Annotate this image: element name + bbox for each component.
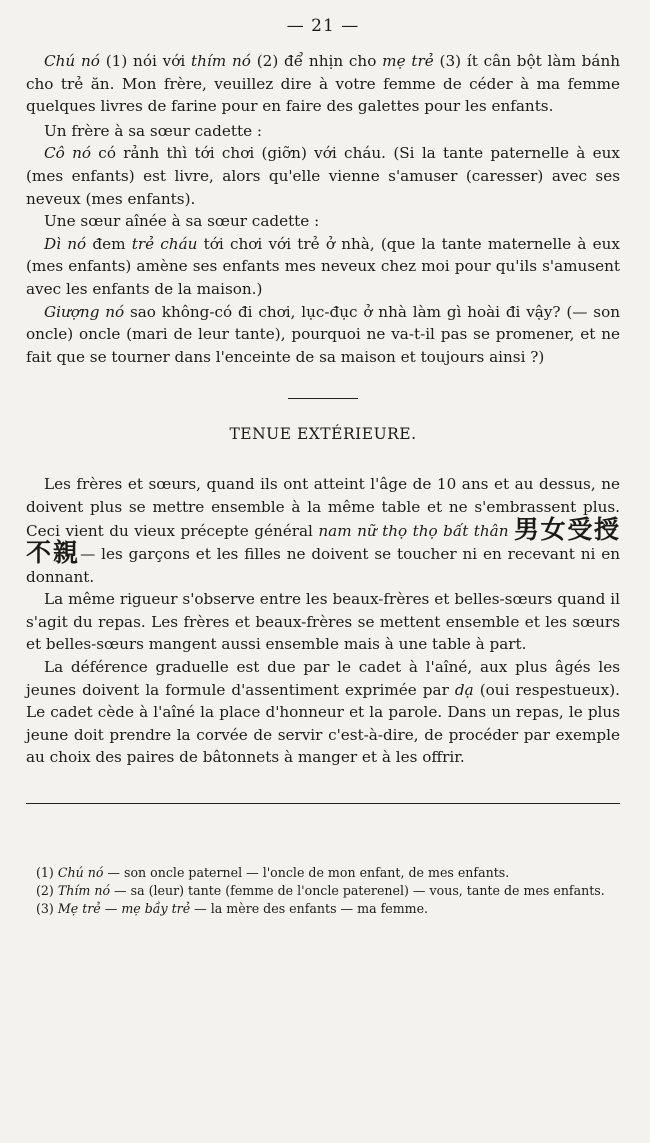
section-body: [26, 473, 620, 769]
paragraph-intro-sister: Une sœur aînée à sa sœur cadette :: [44, 212, 320, 231]
vietnamese-term: thím nó: [191, 52, 251, 70]
paragraph-deference: La déférence graduelle est due par le cadet à l'aîné, aux plus âgés les jeunes doivent la formule d'assentiment exprimée par dạ (oui respestueux). Le cadet cède à l'aîné la place d'honneur et la parole. Dans un repas, le plus jeune doit prendre la corvée de servir c'est-à-dire, de procéder par exemple au choix des paires de bâtonnets à manger et à les offrir.: [26, 658, 620, 767]
chinese-characters: 男女受授不親: [26, 514, 620, 568]
page-number: — 21 —: [286, 16, 360, 36]
paragraph-siblings: Les frères et sœurs, quand ils ont atteint l'âge de 10 ans et au dessus, ne doivent plus se mettre ensemble à la même table et ne s'embrassent plus. Ceci vient du vieux précepte général nam nữ thọ thọ bất thân 男女受授不親— les garçons et les filles ne doivent se toucher ni en recevant ni en donnant.: [26, 475, 620, 586]
vietnamese-term: trẻ cháu: [131, 234, 198, 253]
vietnamese-term: Giượng nó: [44, 302, 125, 321]
vietnamese-term: Chú nó: [44, 52, 100, 70]
section-divider: [288, 398, 358, 399]
dialogue-examples: [26, 50, 620, 368]
paragraph-in-laws: La même rigueur s'observe entre les beaux-frères et belles-sœurs quand il s'agit du repas. Les frères et beaux-frères se mettent ensemble et les sœurs et belles-sœurs mangent aussi ensemble mais à une table à part.: [26, 590, 620, 654]
footnotes: [26, 864, 620, 918]
footnote-divider: [26, 803, 620, 804]
vietnamese-term: Dì nó: [44, 234, 87, 253]
paragraph-aunt-paternal: Cô nó có rảnh thì tới chơi (giỡn) với cháu. (Si la tante paternelle à eux (mes enfants) est livre, alors qu'elle vienne s'amuser (caresser) avec ses neveux (mes enfants).: [26, 144, 620, 208]
paragraph-uncle: Chú nó (1) nói với thím nó (2) để nhịn cho mẹ trẻ (3) ít cân bột làm bánh cho trẻ ăn. Mon frère, veuillez dire à votre femme de céder à ma femme quelques livres de farine pour en faire des galettes pour les enfants.: [26, 52, 621, 116]
paragraph-intro-brother: Un frère à sa sœur cadette :: [44, 121, 263, 140]
vietnamese-term: dạ: [454, 680, 474, 699]
vietnamese-term: mẹ trẻ: [382, 52, 434, 70]
paragraph-uncle-by-marriage: Giượng nó sao không-có đi chơi, lục-đục ở nhà làm gì hoài đi vậy? (— son oncle) oncle (mari de leur tante), pourquoi ne va-t-il pas se promener, et ne fait que se tourner dans l'enceinte de sa maison et toujours ainsi ?): [26, 302, 621, 366]
footnote-2: (2) Thím nó — sa (leur) tante (femme de l'oncle paterenel) — vous, tante de mes enfants.: [36, 883, 605, 899]
vietnamese-term: nam nữ thọ thọ bất thân: [318, 521, 509, 540]
vietnamese-term: Cô nó: [44, 144, 91, 163]
footnote-3: (3) Mẹ trẻ — mẹ bầy trẻ — la mère des enfants — ma femme.: [36, 901, 429, 917]
paragraph-aunt-maternal: Dì nó đem trẻ cháu tới chơi với trẻ ở nhà, (que la tante maternelle à eux (mes enfants) amène ses enfants mes neveux chez moi pour qu'ils s'amusent avec les enfants de la maison.): [26, 234, 620, 298]
section-title: TENUE EXTÉRIEURE.: [229, 425, 417, 444]
footnote-1: (1) Chú nó — son oncle paternel — l'oncle de mon enfant, de mes enfants.: [36, 865, 510, 881]
